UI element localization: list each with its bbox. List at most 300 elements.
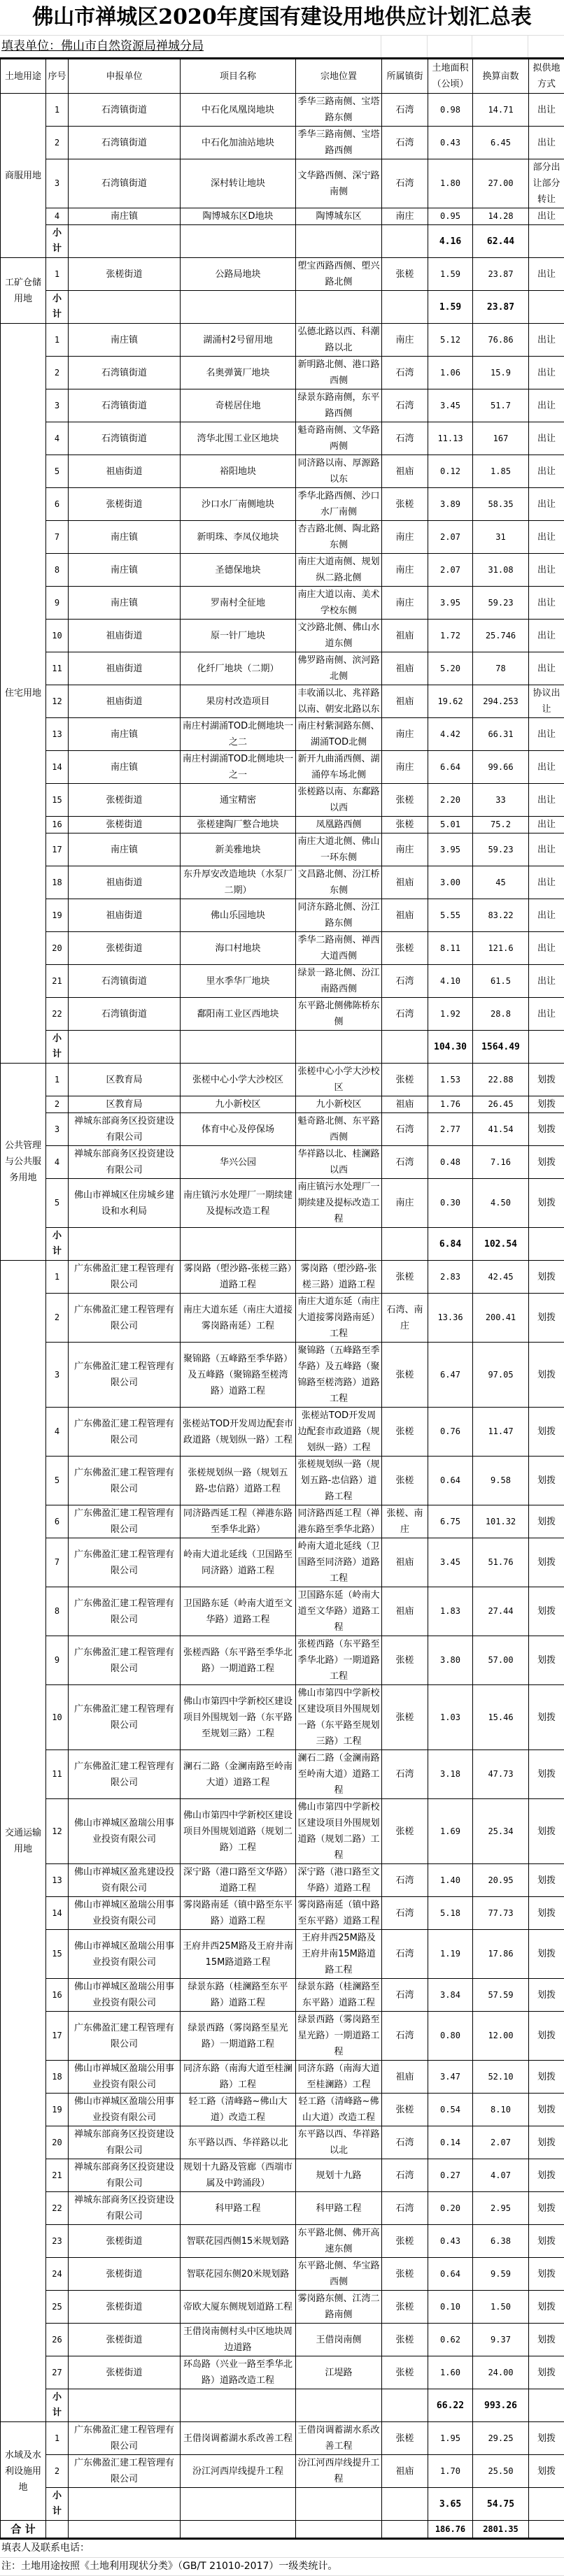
method-cell: 划拨 (529, 2012, 564, 2061)
applicant-cell: 佛山市禅城区盈兆建设投资有限公司 (69, 1864, 181, 1897)
method-cell: 出让 (529, 965, 564, 998)
town-cell: 祖庙 (382, 1538, 428, 1587)
method-cell: 划拨 (529, 1505, 564, 1538)
project-cell: 聚锦路（五峰路至季华路）及五峰路（聚锦路至槎湾路）道路工程 (181, 1343, 296, 1408)
total-row (1, 2521, 564, 2539)
town-cell: 张槎 (382, 258, 428, 291)
applicant-cell: 佛山市禅城区盈瑞公用事业投资有限公司 (69, 1979, 181, 2012)
location-cell: 文昌路北侧、汾江桥东侧 (296, 866, 382, 899)
applicant-cell: 南庄镇 (69, 208, 181, 225)
area-cell: 3.18 (428, 1750, 473, 1799)
project-cell: 中石化凤凰岗地块 (181, 94, 296, 127)
town-cell: 张槎 (382, 784, 428, 817)
project-cell: 同济东路（南海大道至桂澜路）工程 (181, 2061, 296, 2094)
table-row (1, 817, 564, 833)
method-cell: 划拨 (529, 1064, 564, 1096)
method-cell: 划拨 (529, 2455, 564, 2488)
location-cell: 东平路以西、华祥路以北 (296, 2126, 382, 2159)
applicant-cell: 广东佛盈汇建工程管理有限公司 (69, 1685, 181, 1750)
mu-cell: 121.6 (473, 932, 529, 965)
project-cell: 绿景西路（雾岗路至星光路）一期道路工程 (181, 2012, 296, 2061)
location-cell: 南庄大道以南、美术学校东侧 (296, 587, 382, 620)
applicant-cell: 广东佛盈汇建工程管理有限公司 (69, 1750, 181, 1799)
table-row (1, 357, 564, 389)
area-cell: 3.00 (428, 866, 473, 899)
area-cell: 5.55 (428, 899, 473, 932)
method-cell: 出让 (529, 455, 564, 488)
header-seq: 序号 (46, 59, 69, 94)
seq-cell: 11 (46, 652, 69, 685)
project-cell: 佛山乐园地块 (181, 899, 296, 932)
page-title: 佛山市禅城区2020年度国有建设用地供应计划汇总表 (0, 0, 564, 35)
applicant-cell: 石湾镇街道 (69, 127, 181, 159)
mu-cell: 45 (473, 866, 529, 899)
table-row (1, 2061, 564, 2094)
table-row (1, 1457, 564, 1505)
table-row (1, 899, 564, 932)
area-cell: 2.07 (428, 521, 473, 554)
project-cell: 新美雅地块 (181, 833, 296, 866)
seq-cell: 3 (46, 1113, 69, 1146)
location-cell: 轻工路（清峰路~佛山大道）改造工程 (296, 2094, 382, 2126)
area-cell: 0.64 (428, 1457, 473, 1505)
applicant-cell: 南庄镇 (69, 521, 181, 554)
applicant-cell: 佛山市禅城区盈瑞公用事业投资有限公司 (69, 1799, 181, 1864)
table-row (1, 2324, 564, 2356)
table-row (1, 2126, 564, 2159)
mu-cell: 12.00 (473, 2012, 529, 2061)
table-row (1, 1636, 564, 1685)
method-cell: 出让 (529, 488, 564, 521)
mu-cell: 99.66 (473, 751, 529, 784)
town-cell: 石湾 (382, 1930, 428, 1979)
project-cell: 东平路以西、华祥路以北 (181, 2126, 296, 2159)
applicant-cell: 广东佛盈汇建工程管理有限公司 (69, 1294, 181, 1343)
applicant-cell: 张槎街道 (69, 932, 181, 965)
applicant-cell: 广东佛盈汇建工程管理有限公司 (69, 1343, 181, 1408)
applicant-cell: 禅城东部商务区投资建设有限公司 (69, 2159, 181, 2192)
empty-cell (181, 1228, 296, 1261)
method-cell: 出让 (529, 258, 564, 291)
table-row (1, 1505, 564, 1538)
mu-cell: 4.07 (473, 2159, 529, 2192)
mu-cell: 15.46 (473, 1685, 529, 1750)
mu-cell: 25.50 (473, 2455, 529, 2488)
method-cell: 协议出让 (529, 685, 564, 718)
seq-cell: 14 (46, 751, 69, 784)
method-cell: 划拨 (529, 1096, 564, 1113)
area-cell: 3.89 (428, 488, 473, 521)
location-cell: 卫国路东延（岭南大道至文华路）道路工程 (296, 1587, 382, 1636)
empty-cell (69, 1031, 181, 1064)
town-cell: 祖庙 (382, 455, 428, 488)
seq-cell: 5 (46, 1179, 69, 1228)
applicant-cell: 广东佛盈汇建工程管理有限公司 (69, 1457, 181, 1505)
area-cell: 4.42 (428, 718, 473, 751)
mu-cell: 14.28 (473, 208, 529, 225)
table-row (1, 1750, 564, 1799)
town-cell: 张槎 (382, 1343, 428, 1408)
area-cell: 5.18 (428, 1897, 473, 1930)
project-cell: 南庄村湖涌TOD北侧地块一之二 (181, 718, 296, 751)
mu-cell: 25.34 (473, 1799, 529, 1864)
location-cell: 雾岗路南延（镇中路至东平路）道路工程 (296, 1897, 382, 1930)
mu-cell: 8.10 (473, 2094, 529, 2126)
header-applicant: 申报单位 (69, 59, 181, 94)
mu-cell: 17.86 (473, 1930, 529, 1979)
location-cell: 文沙路北侧、佛山水道东侧 (296, 620, 382, 652)
area-cell: 1.06 (428, 357, 473, 389)
seq-cell: 27 (46, 2356, 69, 2389)
empty-cell (296, 2521, 382, 2539)
empty-cell (529, 1031, 564, 1064)
location-cell: 同济东路（南海大道至桂澜路）工程 (296, 2061, 382, 2094)
method-cell: 划拨 (529, 1587, 564, 1636)
town-cell: 石湾、南庄 (382, 1294, 428, 1343)
area-cell: 6.75 (428, 1505, 473, 1538)
header-mu: 换算亩数 (473, 59, 529, 94)
table-row (1, 2422, 564, 2455)
project-cell: 岭南大道北延线（卫国路至同济路）道路工程 (181, 1538, 296, 1587)
mu-cell: 101.32 (473, 1505, 529, 1538)
area-cell: 0.76 (428, 1408, 473, 1457)
empty-cell (296, 291, 382, 324)
town-cell: 南庄 (382, 751, 428, 784)
area-cell: 0.43 (428, 2225, 473, 2258)
town-cell: 张槎 (382, 1064, 428, 1096)
subtotal-label-cell (46, 225, 69, 258)
applicant-cell: 佛山市禅城区盈瑞公用事业投资有限公司 (69, 2061, 181, 2094)
seq-cell: 18 (46, 866, 69, 899)
project-cell: 里水季华厂地块 (181, 965, 296, 998)
subtotal-row (1, 1031, 564, 1064)
project-cell: 新明珠、李凤仪地块 (181, 521, 296, 554)
seq-cell: 12 (46, 1799, 69, 1864)
mu-cell: 11.47 (473, 1408, 529, 1457)
applicant-cell: 祖庙街道 (69, 620, 181, 652)
category-cell: 工矿仓储用地 (1, 258, 46, 324)
town-cell: 张槎 (382, 817, 428, 833)
seq-cell: 1 (46, 2422, 69, 2455)
area-cell: 2.07 (428, 554, 473, 587)
location-cell: 佛罗路南侧、滨河路北侧 (296, 652, 382, 685)
town-cell: 张槎 (382, 2225, 428, 2258)
seq-cell: 7 (46, 521, 69, 554)
table-row (1, 1930, 564, 1979)
seq-cell: 14 (46, 1897, 69, 1930)
seq-cell: 12 (46, 685, 69, 718)
seq-cell: 6 (46, 1505, 69, 1538)
table-row (1, 258, 564, 291)
method-cell: 出让 (529, 652, 564, 685)
mu-cell: 15.9 (473, 357, 529, 389)
seq-cell: 22 (46, 2192, 69, 2225)
category-cell: 商服用地 (1, 94, 46, 258)
project-cell: 佛山市第四中学新校区建设项目外围规划道路（规划二路）工程 (181, 1799, 296, 1864)
applicant-cell: 石湾镇街道 (69, 389, 181, 422)
empty-cell (382, 1228, 428, 1261)
applicant-cell: 张槎街道 (69, 2291, 181, 2324)
area-cell: 0.27 (428, 2159, 473, 2192)
category-cell: 住宅用地 (1, 324, 46, 1064)
table-row (1, 1343, 564, 1408)
town-cell: 石湾 (382, 1146, 428, 1179)
area-cell: 5.01 (428, 817, 473, 833)
empty-cell (529, 1228, 564, 1261)
project-cell: 鄱阳南工业区西地块 (181, 998, 296, 1031)
applicant-cell: 禅城东部商务区投资建设有限公司 (69, 2192, 181, 2225)
project-cell: 智联花园西侧15米规划路 (181, 2225, 296, 2258)
applicant-cell: 广东佛盈汇建工程管理有限公司 (69, 1505, 181, 1538)
empty-cell (296, 1031, 382, 1064)
seq-cell: 16 (46, 817, 69, 833)
location-cell: 季华三路南侧、宝塔路西侧 (296, 127, 382, 159)
table-row (1, 1261, 564, 1294)
applicant-cell: 佛山市禅城区住房城乡建设和水利局 (69, 1179, 181, 1228)
project-cell: 雾岗路（塱沙路-张槎三路）道路工程 (181, 1261, 296, 1294)
subtotal-label: 小计 (52, 292, 62, 322)
mu-cell: 41.54 (473, 1113, 529, 1146)
area-cell: 13.36 (428, 1294, 473, 1343)
subtotal-area: 104.30 (428, 1031, 473, 1064)
method-cell: 划拨 (529, 2159, 564, 2192)
mu-cell: 200.41 (473, 1294, 529, 1343)
applicant-cell: 石湾镇街道 (69, 159, 181, 208)
town-cell: 张槎 (382, 2094, 428, 2126)
applicant-cell: 南庄镇 (69, 751, 181, 784)
seq-cell: 5 (46, 1457, 69, 1505)
seq-cell: 11 (46, 1750, 69, 1799)
subtotal-label-cell (46, 2389, 69, 2422)
project-cell: 罗南村全征地 (181, 587, 296, 620)
applicant-cell: 祖庙街道 (69, 455, 181, 488)
table-row (1, 1064, 564, 1096)
mu-cell: 52.10 (473, 2061, 529, 2094)
table-row (1, 932, 564, 965)
table-row (1, 554, 564, 587)
town-cell: 张槎 (382, 488, 428, 521)
subtotal-label: 小计 (52, 2390, 62, 2421)
location-cell: 张槎路以南、东鄱路以西 (296, 784, 382, 817)
seq-cell: 17 (46, 2012, 69, 2061)
table-row (1, 587, 564, 620)
mu-cell: 58.35 (473, 488, 529, 521)
seq-cell: 16 (46, 1979, 69, 2012)
mu-cell: 7.16 (473, 1146, 529, 1179)
mu-cell: 78 (473, 652, 529, 685)
table-row (1, 1587, 564, 1636)
area-cell: 0.12 (428, 455, 473, 488)
empty-cell (382, 2488, 428, 2521)
seq-cell: 4 (46, 1408, 69, 1457)
subtotal-area: 66.22 (428, 2389, 473, 2422)
seq-cell: 21 (46, 965, 69, 998)
method-cell: 划拨 (529, 1408, 564, 1457)
town-cell: 祖庙 (382, 1096, 428, 1113)
applicant-cell: 南庄镇 (69, 324, 181, 357)
town-cell: 张槎 (382, 2258, 428, 2291)
empty-cell (296, 1228, 382, 1261)
subtotal-label-cell (46, 291, 69, 324)
filler-row (0, 35, 564, 57)
town-cell: 张槎 (382, 1457, 428, 1505)
area-cell: 1.70 (428, 2455, 473, 2488)
table-row (1, 1685, 564, 1750)
town-cell: 祖庙 (382, 2455, 428, 2488)
empty-cell (69, 2389, 181, 2422)
project-cell: 裕阳地块 (181, 455, 296, 488)
area-cell: 0.80 (428, 2012, 473, 2061)
town-cell: 石湾 (382, 127, 428, 159)
method-cell: 划拨 (529, 1261, 564, 1294)
mu-cell: 4.50 (473, 1179, 529, 1228)
method-cell: 出让 (529, 521, 564, 554)
town-cell: 南庄 (382, 324, 428, 357)
empty-cell (69, 2488, 181, 2521)
applicant-cell: 南庄镇 (69, 554, 181, 587)
area-cell: 3.95 (428, 833, 473, 866)
area-cell: 3.47 (428, 2061, 473, 2094)
header-method: 拟供地方式 (529, 59, 564, 94)
seq-cell: 13 (46, 718, 69, 751)
subtotal-area: 1.59 (428, 291, 473, 324)
applicant-cell: 石湾镇街道 (69, 422, 181, 455)
area-cell: 0.62 (428, 2324, 473, 2356)
mu-cell: 6.38 (473, 2225, 529, 2258)
project-cell: 深宁路（港口路至文华路）道路工程 (181, 1864, 296, 1897)
project-cell: 名奥弹簧厂地块 (181, 357, 296, 389)
empty-cell (296, 2389, 382, 2422)
applicant-cell: 广东佛盈汇建工程管理有限公司 (69, 1261, 181, 1294)
applicant-cell: 石湾镇街道 (69, 998, 181, 1031)
subtotal-area: 6.84 (428, 1228, 473, 1261)
seq-cell: 6 (46, 488, 69, 521)
project-cell: 规划十九路及管廊（西端市属及中跨涌段） (181, 2159, 296, 2192)
table-row (1, 455, 564, 488)
method-cell: 出让 (529, 389, 564, 422)
method-cell: 划拨 (529, 2258, 564, 2291)
seq-cell: 2 (46, 2455, 69, 2488)
project-cell: 张槎中心小学大沙校区 (181, 1064, 296, 1096)
project-cell: 原一针厂地块 (181, 620, 296, 652)
subtotal-mu: 62.44 (473, 225, 529, 258)
table-row (1, 866, 564, 899)
table-row (1, 998, 564, 1031)
applicant-cell: 祖庙街道 (69, 652, 181, 685)
location-cell: 弘德北路以西、科潮路以北 (296, 324, 382, 357)
seq-cell: 8 (46, 554, 69, 587)
method-cell: 划拨 (529, 2324, 564, 2356)
mu-cell: 294.253 (473, 685, 529, 718)
location-cell: 华祥路以北、桂澜路以西 (296, 1146, 382, 1179)
method-cell: 划拨 (529, 1799, 564, 1864)
applicant-cell: 祖庙街道 (69, 685, 181, 718)
table-row (1, 389, 564, 422)
project-cell: 果房村改造项目 (181, 685, 296, 718)
town-cell: 南庄 (382, 718, 428, 751)
method-cell: 出让 (529, 751, 564, 784)
location-cell: 南庄村紫洞路东侧、湖涌TOD北侧 (296, 718, 382, 751)
project-cell: 汾江河西岸线提升工程 (181, 2455, 296, 2488)
project-cell: 东升厚安改造地块（水泵厂二期） (181, 866, 296, 899)
mu-cell: 42.45 (473, 1261, 529, 1294)
location-cell: 汾江河西岸线提升工程 (296, 2455, 382, 2488)
subtotal-area: 4.16 (428, 225, 473, 258)
applicant-cell: 张槎街道 (69, 488, 181, 521)
town-cell: 石湾 (382, 998, 428, 1031)
area-cell: 1.72 (428, 620, 473, 652)
applicant-cell: 广东佛盈汇建工程管理有限公司 (69, 1408, 181, 1457)
project-cell: 科甲路工程 (181, 2192, 296, 2225)
applicant-cell: 南庄镇 (69, 833, 181, 866)
applicant-cell: 张槎街道 (69, 817, 181, 833)
method-cell: 划拨 (529, 1294, 564, 1343)
mu-cell: 167 (473, 422, 529, 455)
town-cell: 张槎 (382, 1408, 428, 1457)
location-cell: 南庄大道北侧、佛山一环东侧 (296, 833, 382, 866)
subtotal-label: 小计 (52, 2489, 62, 2519)
applicant-cell: 石湾镇街道 (69, 357, 181, 389)
empty-cell (529, 2389, 564, 2422)
location-cell: 聚锦路（五峰路至季华路）及五峰路（聚锦路至槎湾路）道路工程 (296, 1343, 382, 1408)
method-cell: 出让 (529, 932, 564, 965)
table-row (1, 1096, 564, 1113)
empty-cell (69, 225, 181, 258)
applicant-cell: 佛山市禅城区盈瑞公用事业投资有限公司 (69, 2094, 181, 2126)
table-row (1, 751, 564, 784)
project-cell: 通宝精密 (181, 784, 296, 817)
table-row (1, 208, 564, 225)
empty-cell (296, 225, 382, 258)
table-row (1, 1864, 564, 1897)
mu-cell: 75.2 (473, 817, 529, 833)
project-cell: 王府井西25M路及王府井南15M路道路工程 (181, 1930, 296, 1979)
area-cell: 0.98 (428, 94, 473, 127)
town-cell: 南庄 (382, 833, 428, 866)
method-cell: 划拨 (529, 1930, 564, 1979)
seq-cell: 3 (46, 1343, 69, 1408)
seq-cell: 18 (46, 2061, 69, 2094)
project-cell: 佛山市第四中学新校区建设项目外围规划一路（东平路至规划三路）工程 (181, 1685, 296, 1750)
location-cell: 王借岗调蓄湖水系改善工程 (296, 2422, 382, 2455)
applicant-cell: 佛山市禅城区盈瑞公用事业投资有限公司 (69, 1897, 181, 1930)
applicant-cell: 禅城东部商务区投资建设有限公司 (69, 2126, 181, 2159)
total-area: 186.76 (428, 2521, 473, 2539)
table-row (1, 620, 564, 652)
town-cell: 张槎 (382, 932, 428, 965)
area-cell: 1.83 (428, 1587, 473, 1636)
note-line: 注：土地用途按照《土地利用现状分类》（GB/T 21010-2017）一级类统计。 (0, 2558, 564, 2576)
location-cell: 绿景一路北侧、汾江南路西侧 (296, 965, 382, 998)
town-cell: 石湾 (382, 2192, 428, 2225)
empty-cell (529, 225, 564, 258)
seq-cell: 1 (46, 258, 69, 291)
empty-cell (181, 2488, 296, 2521)
town-cell: 南庄 (382, 554, 428, 587)
project-cell: 王借岗南侧村头中区地块周边道路 (181, 2324, 296, 2356)
applicant-cell: 石湾镇街道 (69, 94, 181, 127)
mu-cell: 51.7 (473, 389, 529, 422)
mu-cell: 77.73 (473, 1897, 529, 1930)
location-cell: 九小新校区 (296, 1096, 382, 1113)
project-cell: 卫国路东延（岭南大道至文华路）道路工程 (181, 1587, 296, 1636)
seq-cell: 7 (46, 1538, 69, 1587)
location-cell: 科甲路工程 (296, 2192, 382, 2225)
applicant-cell: 南庄镇 (69, 587, 181, 620)
method-cell: 划拨 (529, 1113, 564, 1146)
table-row (1, 94, 564, 127)
area-cell: 1.59 (428, 258, 473, 291)
